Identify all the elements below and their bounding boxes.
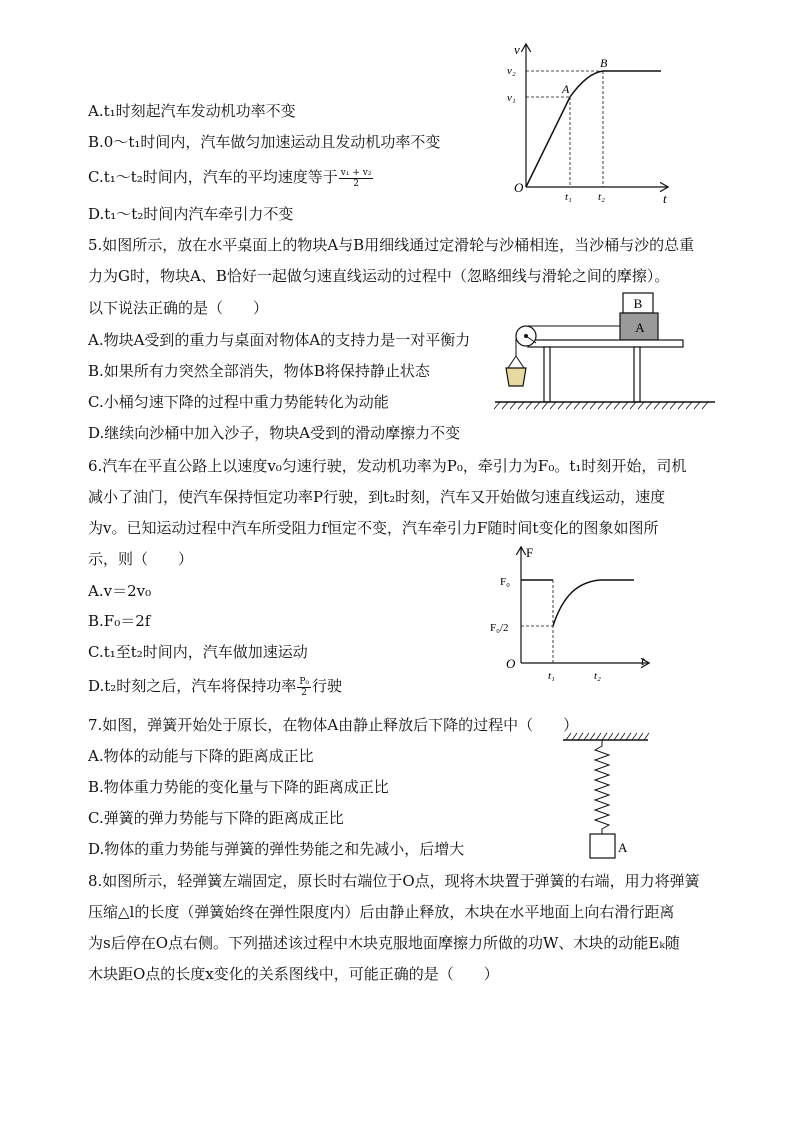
q6-stem-line-3: 为v。已知运动过程中汽车所受阻力f恒定不变，汽车牵引力F随时间t变化的图象如图所 bbox=[88, 519, 659, 537]
y-axis-label: v bbox=[514, 42, 520, 57]
q5-option-a: A.物块A受到的重力与桌面对物体A的支持力是一对平衡力 bbox=[88, 331, 471, 349]
q6-option-a: A.v＝2v₀ bbox=[88, 582, 152, 600]
ground-hatching bbox=[494, 402, 708, 409]
t2-label: t₂ bbox=[598, 191, 605, 203]
fraction-denominator: 2 bbox=[353, 178, 359, 189]
q5-option-b: B.如果所有力突然全部消失，物体B将保持静止状态 bbox=[88, 362, 430, 380]
q6-stem-line-1: 6.汽车在平直公路上以速度v₀匀速行驶，发动机功率为P₀，牵引力为F₀。t₁时刻开始，司机 bbox=[88, 457, 687, 475]
t2-label: t₂ bbox=[594, 670, 601, 682]
q6-stem-line-4: 示，则（ ） bbox=[88, 550, 194, 568]
origin-label: O bbox=[514, 180, 524, 195]
q8-stem-line-4: 木块距O点的长度x变化的关系图线中，可能正确的是（ ） bbox=[88, 965, 499, 983]
q6-stem-line-2: 减小了油门，使汽车保持恒定功率P行驶，到t₂时刻，汽车又开始做匀速直线运动，速度 bbox=[88, 488, 666, 506]
fraction-denominator: 2 bbox=[301, 687, 308, 698]
q5-pulley-figure bbox=[490, 288, 720, 413]
q7-option-b: B.物体重力势能的变化量与下降的距离成正比 bbox=[88, 778, 389, 796]
block-a-label: A bbox=[618, 840, 628, 855]
block-b-label: B bbox=[633, 296, 643, 311]
table-top bbox=[528, 340, 683, 347]
q4-option-c-text: C.t₁～t₂时间内，汽车的平均速度等于 bbox=[88, 168, 338, 186]
t1-label: t₁ bbox=[548, 670, 555, 682]
q4-option-c bbox=[88, 167, 374, 189]
q4-vt-graph bbox=[505, 40, 675, 205]
q5-option-c: C.小桶匀速下降的过程中重力势能转化为动能 bbox=[88, 393, 389, 411]
q7-stem: 7.如图，弹簧开始处于原长，在物体A由静止释放后下降的过程中（ ） bbox=[88, 716, 579, 734]
q5-stem-line-3: 以下说法正确的是（ ） bbox=[88, 299, 269, 317]
q4-option-a: A.t₁时刻起汽车发动机功率不变 bbox=[88, 102, 296, 120]
curve-segment bbox=[570, 71, 603, 97]
q5-stem-line-2: 力为G时，物块A、B恰好一起做匀速直线运动的过程中（忽略细线与滑轮之间的摩擦）。 bbox=[88, 267, 670, 285]
f0-label: F₀ bbox=[500, 576, 510, 588]
bucket-handle-right bbox=[516, 356, 524, 368]
x-axis-label: t bbox=[663, 191, 667, 206]
y-axis-label: F bbox=[526, 545, 534, 560]
t1-label: t₁ bbox=[565, 191, 572, 203]
spring-icon bbox=[595, 740, 609, 834]
q8-stem-line-1: 8.如图所示，轻弹簧左端固定，原长时右端位于O点，现将木块置于弹簧的右端，用力将弹簧 bbox=[88, 872, 700, 890]
q7-spring-figure bbox=[560, 730, 655, 862]
v1-label: v₁ bbox=[507, 92, 516, 104]
q4-option-c-fraction bbox=[339, 168, 374, 189]
point-a-label: A bbox=[562, 82, 570, 96]
block-a-label: A bbox=[635, 320, 645, 335]
bucket-handle-left bbox=[508, 356, 516, 368]
q7-option-a: A.物体的动能与下降的距离成正比 bbox=[88, 747, 314, 765]
q6-option-d-suffix: 行驶 bbox=[311, 677, 342, 695]
v2-label: v₂ bbox=[507, 65, 516, 77]
origin-label: O bbox=[506, 656, 516, 671]
ceiling-hatching bbox=[566, 733, 649, 740]
f0half-label: F₀/2 bbox=[490, 622, 509, 634]
q6-option-d bbox=[88, 676, 342, 698]
fraction-numerator: P₀ bbox=[299, 676, 309, 687]
q6-ft-graph bbox=[488, 540, 658, 685]
q6-option-c: C.t₁至t₂时间内，汽车做加速运动 bbox=[88, 643, 308, 661]
q4-option-b: B.0～t₁时间内，汽车做匀加速运动且发动机功率不变 bbox=[88, 133, 441, 151]
x-axis-label: t bbox=[641, 653, 645, 668]
q8-stem-line-3: 为s后停在O点右侧。下列描述该过程中木块克服地面摩擦力所做的功W、木块的动能Eₖ随 bbox=[88, 934, 680, 952]
fraction-numerator: v₁ + v₂ bbox=[340, 167, 372, 178]
table-leg-right bbox=[634, 347, 640, 402]
block-a bbox=[590, 834, 615, 858]
q6-option-b: B.F₀＝2f bbox=[88, 612, 151, 630]
q4-option-d: D.t₁～t₂时间内汽车牵引力不变 bbox=[88, 205, 294, 223]
q6-option-d-text: D.t₂时刻之后，汽车将保持功率 bbox=[88, 677, 297, 695]
linear-segment bbox=[526, 97, 570, 187]
q5-option-d: D.继续向沙桶中加入沙子，物块A受到的滑动摩擦力不变 bbox=[88, 424, 461, 442]
q6-option-d-fraction bbox=[297, 677, 311, 698]
q5-stem-line-1: 5.如图所示，放在水平桌面上的物块A与B用细线通过定滑轮与沙桶相连，当沙桶与沙的总重 bbox=[88, 236, 695, 254]
q8-stem-line-2: 压缩△l的长度（弹簧始终在弹性限度内）后由静止释放，木块在水平地面上向右滑行距离 bbox=[88, 903, 675, 921]
point-b-label: B bbox=[600, 56, 608, 70]
table-leg-left bbox=[544, 347, 550, 402]
sand-bucket-icon bbox=[506, 368, 526, 386]
q7-option-c: C.弹簧的弹力势能与下降的距离成正比 bbox=[88, 809, 344, 827]
q7-option-d: D.物体的重力势能与弹簧的弹性势能之和先减小，后增大 bbox=[88, 840, 465, 858]
force-recovery-curve bbox=[553, 580, 634, 626]
